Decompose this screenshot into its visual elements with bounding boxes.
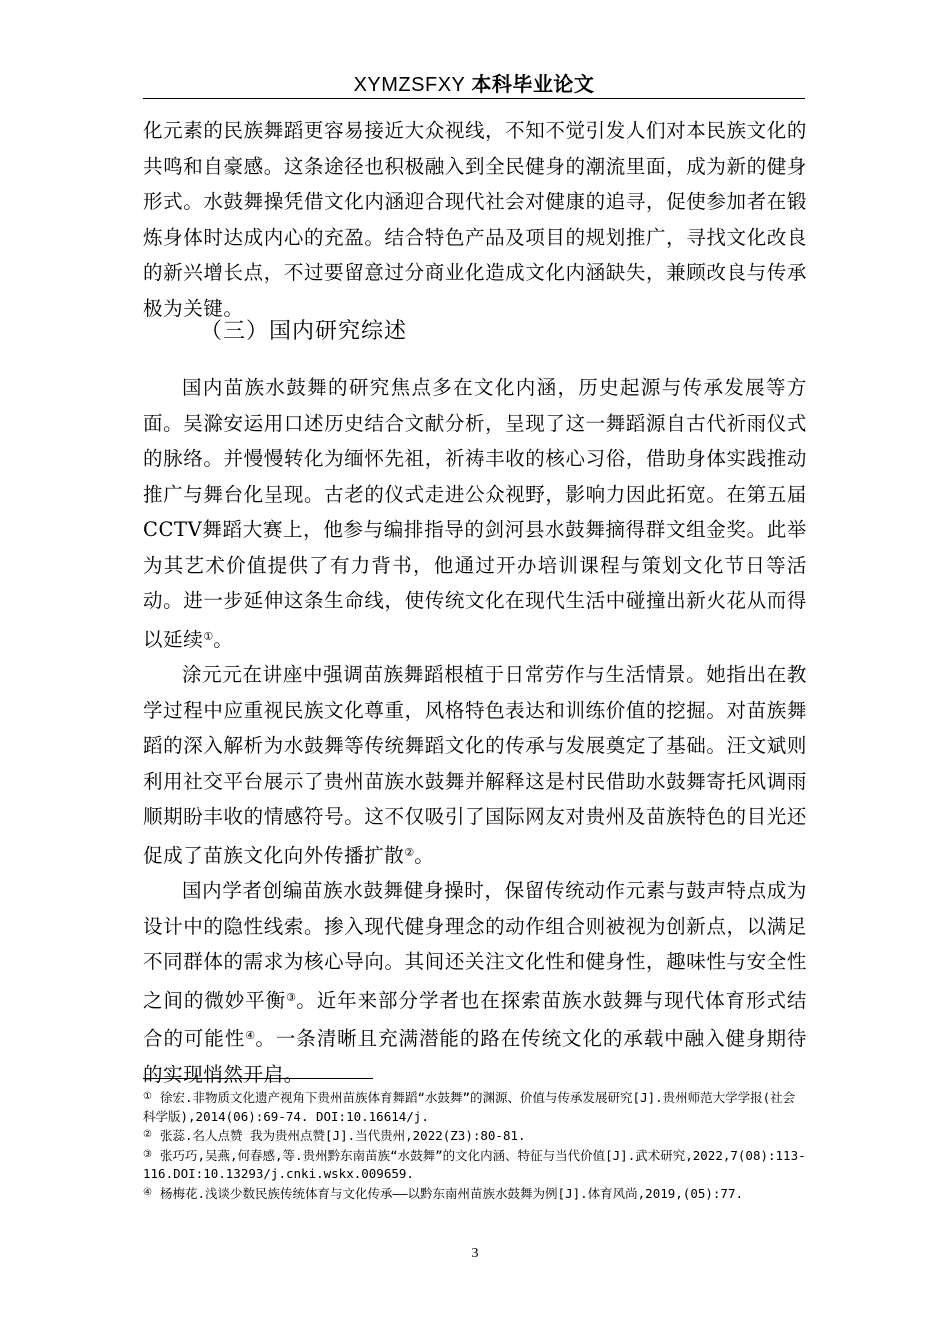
footnote bbox=[143, 1126, 807, 1146]
paragraph-2 bbox=[143, 657, 807, 873]
paragraph-3-tail-2: 。一条清晰且充满潜能的路在传统文化的承载中融入健身期待的实现悄然开启。 bbox=[143, 1027, 807, 1086]
paragraph-3 bbox=[143, 873, 807, 1092]
footnote-ref-2: ② bbox=[404, 845, 415, 859]
paragraph-3-text: 国内学者创编苗族水鼓舞健身操时，保留传统动作元素与鼓声特点成为设计中的隐性线索。掺入现代健身理念的动作组合则被视为创新点，以满足不同群体的需求为核心导向。其间还关注文化性和健身性，趣味性与安全性之间的微妙平衡 bbox=[143, 879, 807, 1012]
footnote-text: 徐宏.非物质文化遗产视角下贵州苗族体育舞蹈“水鼓舞”的渊源、价值与传承发展研究[J].贵州师范大学学报(社会科学版),2014(06):69-74. DOI:10.16614/j. bbox=[143, 1090, 796, 1124]
section-heading: （三）国内研究综述 bbox=[200, 319, 408, 344]
continuation-block bbox=[143, 113, 807, 326]
footnote bbox=[143, 1184, 807, 1204]
header-code: XYMZSFXY bbox=[353, 74, 466, 96]
footnotes bbox=[143, 1088, 807, 1203]
paragraph-2-tail: 。 bbox=[414, 843, 435, 867]
footnote-separator bbox=[143, 1078, 373, 1079]
footnote-ref-3: ③ bbox=[286, 990, 297, 1004]
footnote bbox=[143, 1088, 807, 1126]
footnote bbox=[143, 1146, 807, 1184]
footnote-ref-1: ① bbox=[203, 629, 214, 643]
paragraph-1 bbox=[143, 370, 807, 657]
continuation-paragraph: 化元素的民族舞蹈更容易接近大众视线，不知不觉引发人们对本民族文化的共鸣和自豪感。这条途径也积极融入到全民健身的潮流里面，成为新的健身形式。水鼓舞操凭借文化内涵迎合现代社会对健康的追寻，促使参加者在锻炼身体时达成内心的充盈。结合特色产品及项目的规划推广，寻找文化改良的新兴增长点，不过要留意过分商业化造成文化内涵缺失，兼顾改良与传承极为关键。 bbox=[143, 119, 807, 320]
footnote-mark: ② bbox=[143, 1129, 152, 1140]
footnote-mark: ③ bbox=[143, 1148, 152, 1160]
footnote-text: 张巧巧,吴燕,何春感,等.贵州黔东南苗族“水鼓舞”的文化内涵、特征与当代价值[J].武术研究,2022,7(08):113-116.DOI:10.13293/j.cnki.wskx.009659. bbox=[143, 1147, 806, 1181]
page-header bbox=[143, 70, 805, 98]
paragraph-3-tail: 。近年来部分学者也在探索苗族水鼓舞与现代体育形式结合的可能性 bbox=[143, 988, 807, 1050]
paragraph-1-tail: 。 bbox=[213, 627, 234, 651]
footnote-mark: ① bbox=[143, 1091, 152, 1102]
header-label: 本科毕业论文 bbox=[471, 72, 595, 96]
paragraph-1-text: 国内苗族水鼓舞的研究焦点多在文化内涵，历史起源与传承发展等方面。吴滁安运用口述历史结合文献分析，呈现了这一舞蹈源自古代祈雨仪式的脉络。并慢慢转化为缅怀先祖，祈祷丰收的核心习俗，借助身体实践推动推广与舞台化呈现。古老的仪式走进公众视野，影响力因此拓宽。在第五届CCTV舞蹈大赛上，他参与编排指导的剑河县水鼓舞摘得群文组金奖。此举为其艺术价值提供了有力背书，他通过开办培训课程与策划文化节日等活动。进一步延伸这条生命线，使传统文化在现代生活中碰撞出新火花从而得以延续 bbox=[143, 376, 807, 651]
footnote-ref-4: ④ bbox=[245, 1029, 256, 1042]
main-body bbox=[143, 370, 807, 1092]
header-rule bbox=[143, 98, 805, 99]
paragraph-2-text: 涂元元在讲座中强调苗族舞蹈根植于日常劳作与生活情景。她指出在教学过程中应重视民族文化尊重，风格特色表达和训练价值的挖掘。对苗族舞蹈的深入解析为水鼓舞等传统舞蹈文化的传承与发展奠定了基础。汪文斌则利用社交平台展示了贵州苗族水鼓舞并解释这是村民借助水鼓舞寄托风调雨顺期盼丰收的情感符号。这不仅吸引了国际网友对贵州及苗族特色的目光还促成了苗族文化向外传播扩散 bbox=[143, 663, 807, 867]
footnote-text: 杨梅花.浅谈少数民族传统体育与文化传承——以黔东南州苗族水鼓舞为例[J].体育风尚,2019,(05):77. bbox=[159, 1185, 744, 1201]
footnote-text: 张蕊.名人点赞 我为贵州点赞[J].当代贵州,2022(Z3):80-81. bbox=[159, 1128, 526, 1143]
footnote-mark: ④ bbox=[143, 1186, 152, 1198]
page-number: 3 bbox=[471, 1246, 479, 1261]
